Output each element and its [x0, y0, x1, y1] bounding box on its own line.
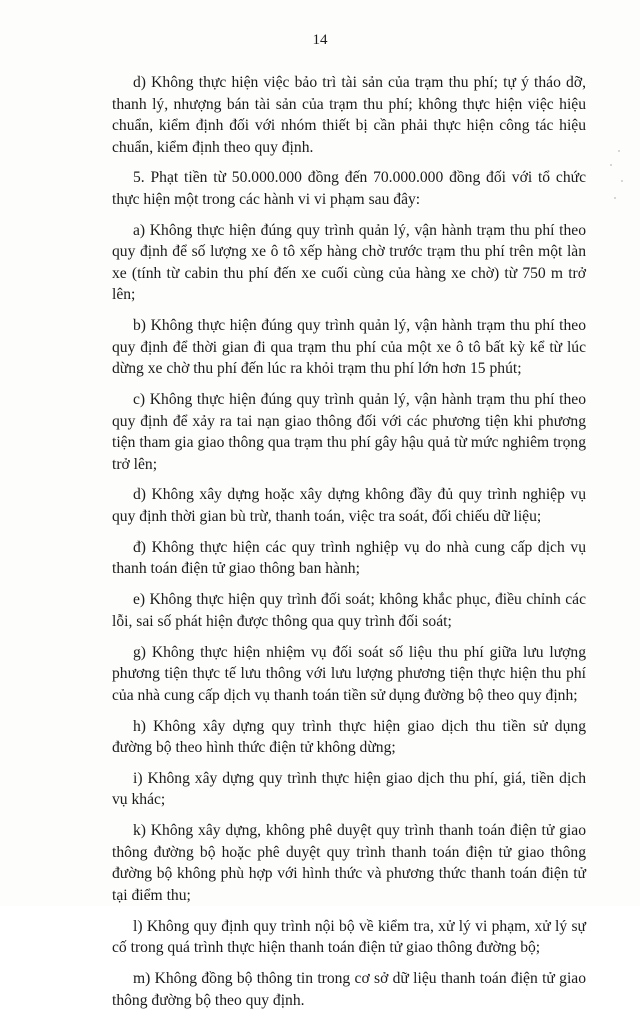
paragraph-d-procedures: d) Không xây dựng hoặc xây dựng không đầy đủ quy trình nghiệp vụ quy định thời gian bù trừ, thanh toán, việc tra soát, đối chiếu dữ liệu;	[112, 486, 586, 525]
paragraph-a-queue-length: a) Không thực hiện đúng quy trình quản lý, vận hành trạm thu phí theo quy định để số lượng xe ô tô xếp hàng chờ trước trạm thu phí trên một làn xe (tính từ cabin thu phí đến xe cuối cùng của hàng xe chờ) từ 750 m trở lên;	[112, 221, 586, 304]
paragraph-l-internal-process: l) Không quy định quy trình nội bộ về kiểm tra, xử lý vi phạm, xử lý sự cố trong quá trình thực hiện thanh toán điện tử giao thông đường bộ;	[112, 917, 586, 957]
paragraph-g-data-reconciliation: g) Không thực hiện nhiệm vụ đối soát số liệu thu phí giữa lưu lượng phương tiện thực tế lưu thông với lưu lượng phương tiện thực hiện thu phí của nhà cung cấp dịch vụ thanh toán tiền sử dụng đường bộ theo quy định;	[112, 643, 586, 704]
paragraph-i-other-fees: i) Không xây dựng quy trình thực hiện giao dịch thu phí, giá, tiền dịch vụ khác;	[112, 769, 586, 809]
scan-specks	[606, 150, 626, 210]
paragraph-dd-provider-procedures: đ) Không thực hiện các quy trình nghiệp vụ do nhà cung cấp dịch vụ thanh toán điện tử giao thông ban hành;	[112, 538, 586, 578]
paragraph-c-traffic-accident: c) Không thực hiện đúng quy trình quản lý, vận hành trạm thu phí theo quy định để xảy ra tai nạn giao thông đối với các phương tiện khi phương tiện tham gia giao thông qua trạm thu phí gây hậu quả từ mức nghiêm trọng trở lên;	[112, 391, 586, 473]
paragraph-d-maintenance: d) Không thực hiện việc bảo trì tài sản của trạm thu phí; tự ý tháo dỡ, thanh lý, nhượng bán tài sản của trạm thu phí; không thực hiện việc hiệu chuẩn, kiểm định đối với nhóm thiết bị cần phải thực hiện công tác hiệu chuẩn, kiểm định theo quy định.	[112, 74, 586, 156]
paragraph-clause-5: 5. Phạt tiền từ 50.000.000 đồng đến 70.000.000 đồng đối với tổ chức thực hiện một trong các hành vi vi phạm sau đây:	[112, 169, 586, 208]
paragraph-k-payment-process: k) Không xây dựng, không phê duyệt quy trình thanh toán điện tử giao thông đường bộ hoặc phê duyệt quy trình thanh toán điện tử giao thông đường bộ không phù hợp với hình thức và phương thức thanh toán điện tử tại điểm thu;	[112, 822, 586, 904]
paragraph-h-nonstop-collection: h) Không xây dựng quy trình thực hiện giao dịch thu tiền sử dụng đường bộ theo hình thức điện tử không dừng;	[112, 717, 586, 757]
paragraph-b-passing-time: b) Không thực hiện đúng quy trình quản lý, vận hành trạm thu phí theo quy định để thời gian đi qua trạm thu phí của một xe ô tô bất kỳ kể từ lúc dừng xe chờ thu phí đến lúc ra khỏi trạm thu phí lớn hơn 15 phút;	[112, 317, 586, 378]
page-number: 14	[312, 32, 328, 48]
paragraph-e-reconciliation: e) Không thực hiện quy trình đối soát; không khắc phục, điều chỉnh các lỗi, sai số phát hiện được thông qua quy trình đối soát;	[112, 591, 586, 630]
document-body	[112, 72, 586, 1020]
paragraph-m-data-sync: m) Không đồng bộ thông tin trong cơ sở dữ liệu thanh toán điện tử giao thông đường bộ theo quy định.	[112, 970, 586, 1009]
